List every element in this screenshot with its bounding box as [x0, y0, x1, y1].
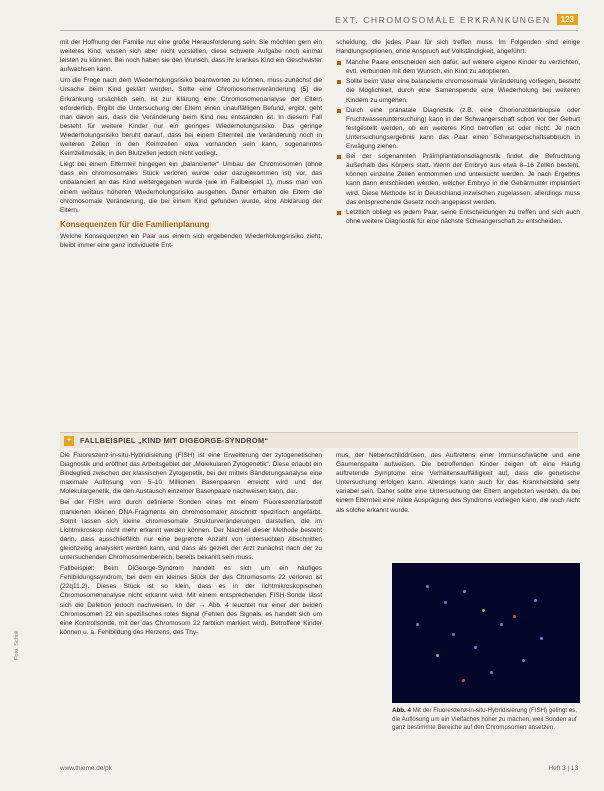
header-divider — [60, 30, 578, 31]
paragraph: Welche Konsequenzen ein Paar aus einem sich ergebenden Wiederholungsrisiko zieht, bleibt immer eine ganz individuelle Ent- — [60, 232, 322, 249]
paragraph: Um die Frage nach dem Wiederholungsrisiko beantworten zu können, muss zunächst die Ursache beim Kind geklärt werden. Sollte eine Chromosomenveränderung (5) die Erkrankung ursächlich sein, ist zur Klärung eine Chromosomenanalyse der Eltern erforderlich. Ergibt die Untersuchung der Eltern einen unauffälligen Befund, ergibt, geht man davon aus, dass die Veränderung beim Kind neu entstanden ist. In diesem Fall besteht für weitere Kinder nur ein geringes Wiederholungsrisiko. Das geringe Wiederholungsrisiko beruht darauf, dass bei einem Elternteil die Veränderung noch in weiteren Zellen in den Keimzellen etwa vorhanden sein kann, sogenanntes Keimzellmosaik; in den Blutzellen jedoch nicht vorliegt. — [60, 77, 322, 158]
list-item: Manche Paare entscheiden sich dafür, auf weitere eigene Kinder zu verzichten, evtl. verbunden mit dem Wunsch, ein Kind zu adoptieren. — [336, 58, 580, 76]
list-item: Bei der sogenannten Präimplantationsdiagnostik findet die Befruchtung außerhalb des Körpers statt. Wenn der Embryo aus etwa 8–16 Zellen besteht, können einzelne Zellen entnommen und untersucht werden. Je nach Ergebnis kann dann entschieden werden, welcher Embryo in die Gebärmutter implantiert wird. Diese Methode ist in Deutschland inzwischen zugelassen, allerdings muss das entsprechende Gesetz noch angepasst werden. — [336, 152, 580, 207]
paragraph: Bei der FISH wird durch definierte Sonden eines mit einem Fluoreszenzfarbstoff markierten kleinen DNA-Fragments ein chromosomaler Abschnitt spezifisch angefärbt. Somit lassen sich kleine chromosomale Strukturveränderungen darstellen, die im Lichtmikroskop nicht mehr erkannt werden können. Der Nachteil dieser Methode besteht darin, dass ausschließlich nur eine begrenzte Anzahl von untersuchten Abschnitten gleichzeitig analysiert werden kann, und dass als gezielt der Arzt zunächst nach der zu untersuchenden Chromosomenbereich, bereits bekannt sein muss. — [60, 499, 322, 562]
list-item: Durch eine pränatale Diagnostik (z.B. eine Chorionzottenbiopsie oder Fruchtwasseruntersuchung) kann in der Schwangerschaft schon vor der Geburt festgestellt werden, ob ein weiteres Kind betroffen ist oder nicht. Je nach Untersuchungsergebnis kann das Paar einen Schwangerschaftsabbruch in Erwägung ziehen. — [336, 106, 580, 151]
list-item: Letztlich obliegt es jedem Paar, seine Entscheidungen zu treffen und sich auch ohne weitere Diagnostik für eine nächste Schwangerschaft zu entscheiden. — [336, 208, 580, 226]
page-number-badge: 123 — [557, 14, 578, 25]
list-item: Sollte beim Vater eine balancierte chromosomale Veränderung vorliegen, besteht die Möglichkeit, durch eine Samenspende eine Wiederholung bei weiteren Kindern zu umgehen. — [336, 77, 580, 104]
caption-label: Abb. 4 — [392, 707, 411, 714]
fish-microscopy-image — [392, 563, 580, 703]
paragraph: mus, der Nebenschilddrüsen, des Auftretens einer Immunschwäche und eine Gaumenspalte aufweisen. Die betroffenden Kinder zeigen oft eine Häufig auftretende Symptome eine Verhaltensauffälligkeit auf, dass die genetische Untersuchung erfolgen kann. Allerdings kann auch für das Krankheitsbild sehr variabel sein. Daher sollte eine Untersuchung der Eltern angeboten werden, da bei einem Elternteil eine milde Ausprägung des Syndroms vorliegen kann, die noch nicht als solche erkannt wurde. — [336, 452, 580, 514]
footer-url: www.thieme.de/pk — [60, 765, 112, 772]
case-right-column — [336, 451, 580, 517]
chapter-title: EXT. CHROMOSOMALE ERKRANKUNGEN — [335, 14, 551, 25]
paragraph: scheidung, die jedes Paar für sich treffen muss. Im Folgenden sind einige Handlungsoptionen, ohne Anspruch auf Vollständigkeit, angeführt: — [336, 39, 580, 56]
figure-caption — [392, 707, 582, 733]
paragraph: mit der Hoffnung der Familie nur eine große Herausforderung sein. Sie möchten gern ein weiteres Kind, wissen sich aber nicht vorstellen, diese schwere Aufgabe noch einmal leisten zu können. Bei noch haben sie den Wunsch, dass ihr krankes Kind ein Geschwister aufwachsen kann. — [60, 39, 322, 74]
photo-credit: Foto: Scholl — [14, 630, 20, 660]
page-header — [335, 14, 578, 25]
left-column — [60, 38, 322, 252]
paragraph: Fallbeispiel: Beim DiGeorge-Syndrom handelt es sich um ein häufiges Fehlbildungssyndrom, bei dem ein kleines Stück der des Chromosoms 22 verloren ist (22q11.2). Dieses Stück ist so klein, dass es in der lichtmikroskopischen Chromosomenanalyse nicht erkannt wird. Mit einem entsprechenden FISH-Sonde lässt sich die Deletion jedoch nachweisen. In der → Abb. 4 leuchtet nur einer der beiden Chromosomen 22 ein spezifisches rotes Signal (Fehlen des Signals, es handelt sich um eine Kontrollsonde, mit der das Chromosom 22 farblich markiert wird). Betroffene Kinder können u. a. Fehlbildung des Herzens, des Thy- — [60, 565, 322, 636]
paragraph: Liegt bei einem Elternteil hingegen ein „balancierter“ Umbau der Chromosomen (ohne dass ein chromosomales Stück verloren wurde oder dazugekommen ist) vor, das unbalanciert an das Kind weitergegeben wurde (wie im Fallbeispiel 1), muss man von einem weitaus höheren Wiederholungsrisiko ausgehen. Daher erhalten die Eltern die chromosomale Veränderung, die bei einem Kind gefunden wurde, eine Abklärung der Eltern. — [60, 161, 322, 214]
case-left-column — [60, 451, 322, 639]
paragraph: Die Fluoreszenz-in-situ-Hybridisierung (FISH) ist eine Erweiterung der zytogenetischen Diagnostik und eröffnet das Arbeitsgebiet der „Molekularen Zytogenetik“. Diese erlaubt ein Bindeglied zwischen der klassischen Zytogenetik, bei der mittels Bänderungsanalyse eine maximale Auflösung von 5–10 Millionen Basenpaaren erreicht wird und der Molekulargenetik, die den Austausch einzelner Basenpaare nachweisen kann, dar. — [60, 452, 322, 496]
plus-icon: + — [64, 436, 74, 446]
options-list — [336, 58, 580, 226]
case-study-header — [60, 432, 578, 448]
section-heading: Konsequenzen für die Familienplanung — [60, 219, 210, 229]
case-study-title: FALLBEISPIEL „KIND MIT DIGEORGE-SYNDROM“ — [80, 436, 269, 445]
caption-text: Mit der Fluoreszenz-in-situ-Hybridisierung (FISH) gelingt es, die Auflösung um ein Vielfaches höher zu machen, weil Sonden auf ganz bestimmte Bereiche auf den Chromosomen ansetzen. — [392, 707, 578, 732]
right-column — [336, 38, 580, 227]
footer-issue: Heft 3 | 13 — [548, 765, 578, 772]
